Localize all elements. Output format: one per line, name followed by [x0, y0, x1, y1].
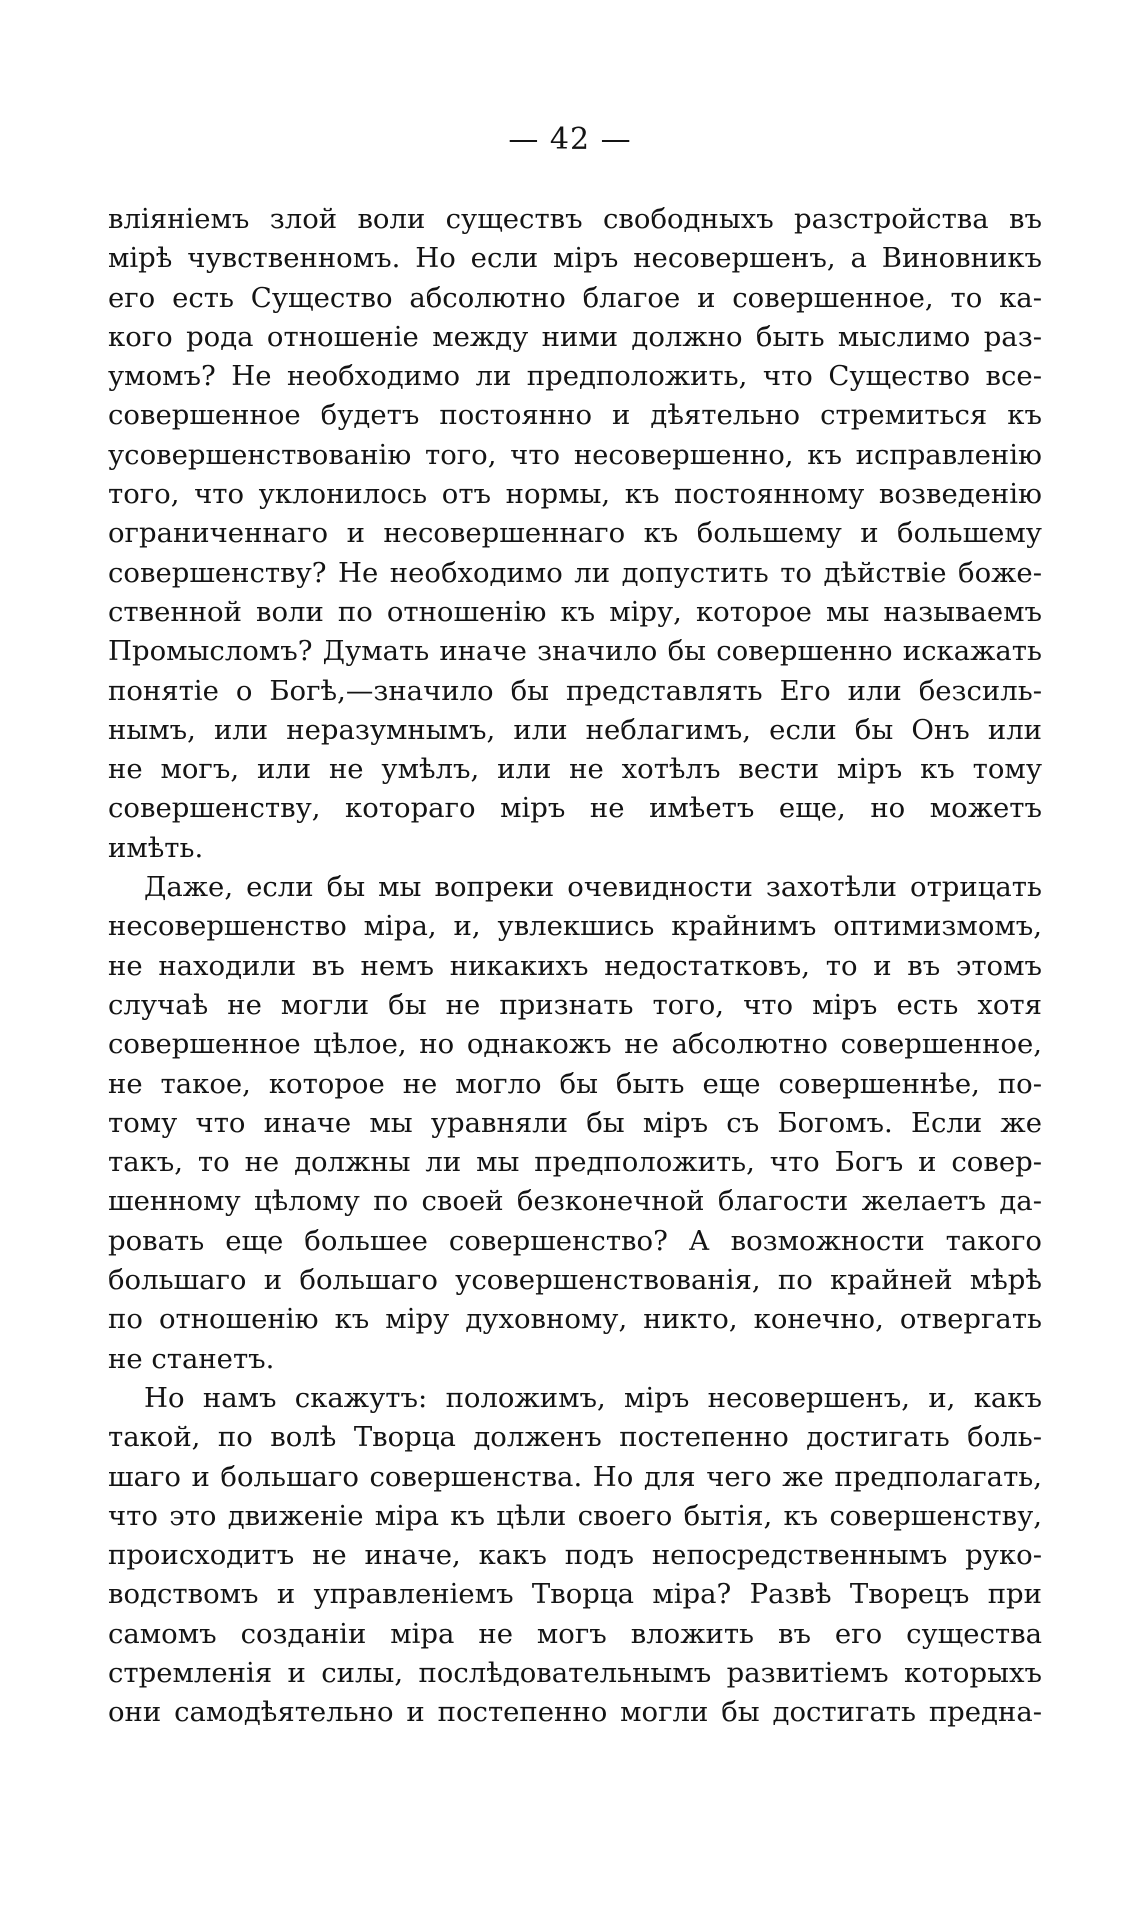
text-line: мірѣ чувственномъ. Но если міръ несовершенъ, а Виновникъ [108, 242, 1042, 275]
text-line: совершенное цѣлое, но однакожъ не абсолютно совершенное, [108, 1028, 1042, 1061]
text-line: по отношенію къ міру духовному, никто, конечно, отвергать [108, 1303, 1042, 1336]
text-line: совершенное будетъ постоянно и дѣятельно стремиться къ [108, 399, 1042, 432]
paragraph-1 [108, 200, 1042, 868]
text-line: случаѣ не могли бы не признать того, что міръ есть хотя [108, 988, 1042, 1021]
text-line: тому что иначе мы уравняли бы міръ съ Богомъ. Если же [108, 1106, 1042, 1139]
text-line: шенному цѣлому по своей безконечной благости желаетъ да- [108, 1185, 1042, 1218]
text-line: такъ, то не должны ли мы предположить, что Богъ и совер- [108, 1146, 1042, 1179]
text-line: ровать еще большее совершенство? А возможности такого [108, 1224, 1042, 1257]
text-line: ограниченнаго и несовершеннаго къ большему и большему [108, 517, 1042, 550]
text-line: большаго и большаго усовершенствованія, по крайней мѣрѣ [108, 1264, 1042, 1297]
text-line: что это движеніе міра къ цѣли своего бытія, къ совершенству, [108, 1499, 1042, 1532]
text-line: вліяніемъ злой воли существъ свободныхъ разстройства въ [108, 203, 1042, 235]
text-line: Но намъ скажутъ: положимъ, міръ несовершенъ, и, какъ [144, 1381, 1042, 1414]
text-line: имѣть. [108, 831, 204, 864]
page-number: — 42 — [508, 122, 632, 157]
text-line: стремленія и силы, послѣдовательнымъ развитіемъ которыхъ [108, 1656, 1042, 1689]
body-text [108, 200, 1042, 1733]
text-line: нымъ, или неразумнымъ, или неблагимъ, если бы Онъ или [108, 713, 1042, 746]
text-line: они самодѣятельно и постепенно могли бы достигать предна- [108, 1696, 1042, 1729]
text-line: происходитъ не иначе, какъ подъ непосредственнымъ руко- [108, 1539, 1042, 1572]
text-line: совершенству? Не необходимо ли допустить то дѣйствіе боже- [108, 556, 1042, 589]
text-line: ственной воли по отношенію къ міру, которое мы называемъ [108, 595, 1042, 628]
text-line: умомъ? Не необходимо ли предположить, что Существо все- [108, 360, 1042, 393]
text-line: несовершенство міра, и, увлекшись крайнимъ оптимизмомъ, [108, 910, 1042, 943]
paragraph-3 [108, 1379, 1042, 1733]
text-line: его есть Существо абсолютно благое и совершенное, то ка- [108, 281, 1042, 314]
text-line: совершенству, котораго міръ не имѣетъ еще, но можетъ [108, 792, 1042, 825]
text-line: понятіе о Богѣ,—значило бы представлять Его или безсиль- [108, 674, 1042, 707]
text-line: Даже, если бы мы вопреки очевидности захотѣли отрицать [144, 871, 1042, 904]
text-line: не находили въ немъ никакихъ недостатковъ, то и въ этомъ [108, 949, 1042, 982]
text-line: не станетъ. [108, 1342, 275, 1375]
text-line: такой, по волѣ Творца долженъ постепенно достигать боль- [108, 1421, 1042, 1454]
text-line: водствомъ и управленіемъ Творца міра? Развѣ Творецъ при [108, 1578, 1042, 1611]
text-line: кого рода отношеніе между ними должно быть мыслимо раз- [108, 320, 1042, 353]
text-line: не такое, которое не могло бы быть еще совершеннѣе, по- [108, 1067, 1042, 1100]
text-line: того, что уклонилось отъ нормы, къ постоянному возведенію [108, 478, 1042, 511]
text-line: самомъ созданіи міра не могъ вложить въ его существа [108, 1617, 1042, 1650]
text-line: не могъ, или не умѣлъ, или не хотѣлъ вести міръ къ тому [108, 753, 1042, 786]
paragraph-2 [108, 868, 1042, 1379]
text-line: шаго и большаго совершенства. Но для чего же предполагать, [108, 1460, 1042, 1493]
text-line: Промысломъ? Думать иначе значило бы совершенно искажать [108, 635, 1042, 668]
text-line: усовершенствованію того, что несовершенно, къ исправленію [108, 438, 1042, 471]
